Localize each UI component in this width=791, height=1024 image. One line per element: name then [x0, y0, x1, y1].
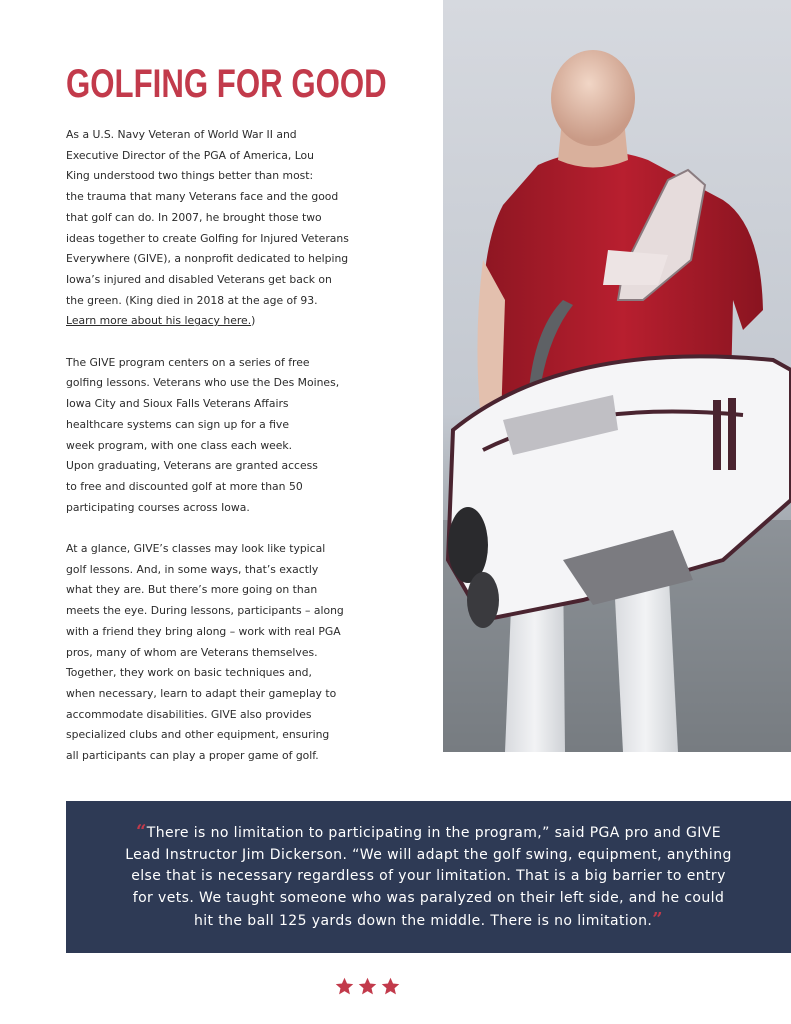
closing-paren: ) [251, 314, 256, 328]
text-line: the trauma that many Veterans face and the good [66, 190, 339, 204]
text-line: when necessary, learn to adapt their gameplay to [66, 686, 337, 700]
text-line: Together, they work on basic techniques and, [66, 666, 312, 680]
text-line: pros, many of whom are Veterans themselves. [66, 645, 318, 659]
quote-line-text: hit the ball 125 yards down the middle. There is no limitation. [193, 913, 653, 930]
quote-line: for vets. We taught someone who was paralyzed on their left side, and he could [132, 889, 725, 906]
paragraph-3 [66, 539, 376, 767]
text-line: what they are. But there’s more going on than [66, 583, 318, 597]
close-quote-mark: ” [652, 909, 664, 931]
open-quote-mark: “ [136, 821, 147, 842]
text-line: that golf can do. In 2007, he brought those two [66, 210, 322, 224]
text-line: healthcare systems can sign up for a five [66, 417, 289, 431]
star-icon [357, 976, 378, 997]
article-body [66, 125, 376, 787]
star-icon [380, 976, 401, 997]
text-line: golfing lessons. Veterans who use the Des Moines, [66, 376, 340, 390]
quote-text [86, 821, 771, 933]
pull-quote [66, 801, 791, 953]
text-line: Everywhere (GIVE), a nonprofit dedicated to helping [66, 252, 349, 266]
text-line: specialized clubs and other equipment, ensuring [66, 728, 330, 742]
golfer-photo [443, 0, 791, 752]
quote-line [86, 909, 771, 933]
quote-line-text: There is no limitation to participating in the program,” said PGA pro and GIVE [146, 825, 721, 841]
text-line: the green. (King died in 2018 at the age of 93. [66, 293, 318, 307]
text-line: ideas together to create Golfing for Injured Veterans [66, 231, 349, 245]
star-icon [334, 976, 355, 997]
legacy-link[interactable]: Learn more about his legacy here. [66, 314, 252, 328]
text-line: with a friend they bring along – work with real PGA [66, 624, 341, 638]
text-line: Executive Director of the PGA of America, Lou [66, 148, 315, 162]
star-divider [334, 976, 401, 1000]
text-line: King understood two things better than most: [66, 169, 314, 183]
quote-line: Lead Instructor Jim Dickerson. “We will adapt the golf swing, equipment, anything [125, 846, 732, 863]
text-line: Iowa City and Sioux Falls Veterans Affairs [66, 397, 289, 411]
paragraph-1 [66, 125, 376, 332]
text-line: Upon graduating, Veterans are granted access [66, 459, 318, 473]
text-line: week program, with one class each week. [66, 438, 293, 452]
text-line: Iowa’s injured and disabled Veterans get back on [66, 272, 332, 286]
text-line: meets the eye. During lessons, participants – along [66, 604, 344, 618]
text-line: accommodate disabilities. GIVE also provides [66, 707, 312, 721]
text-line: As a U.S. Navy Veteran of World War II and [66, 128, 297, 141]
text-line: to free and discounted golf at more than 50 [66, 479, 303, 493]
quote-line [86, 821, 771, 845]
text-line [66, 311, 376, 332]
paragraph-2 [66, 353, 376, 519]
page-title: GOLFING FOR GOOD [66, 62, 387, 106]
text-line: golf lessons. And, in some ways, that’s exactly [66, 562, 319, 576]
text-line: At a glance, GIVE’s classes may look like typical [66, 542, 326, 556]
text-line: The GIVE program centers on a series of free [66, 355, 310, 369]
quote-line: else that is necessary regardless of your limitation. That is a big barrier to entry [131, 868, 726, 885]
text-line: participating courses across Iowa. [66, 500, 250, 514]
text-line: all participants can play a proper game of golf. [66, 749, 319, 763]
